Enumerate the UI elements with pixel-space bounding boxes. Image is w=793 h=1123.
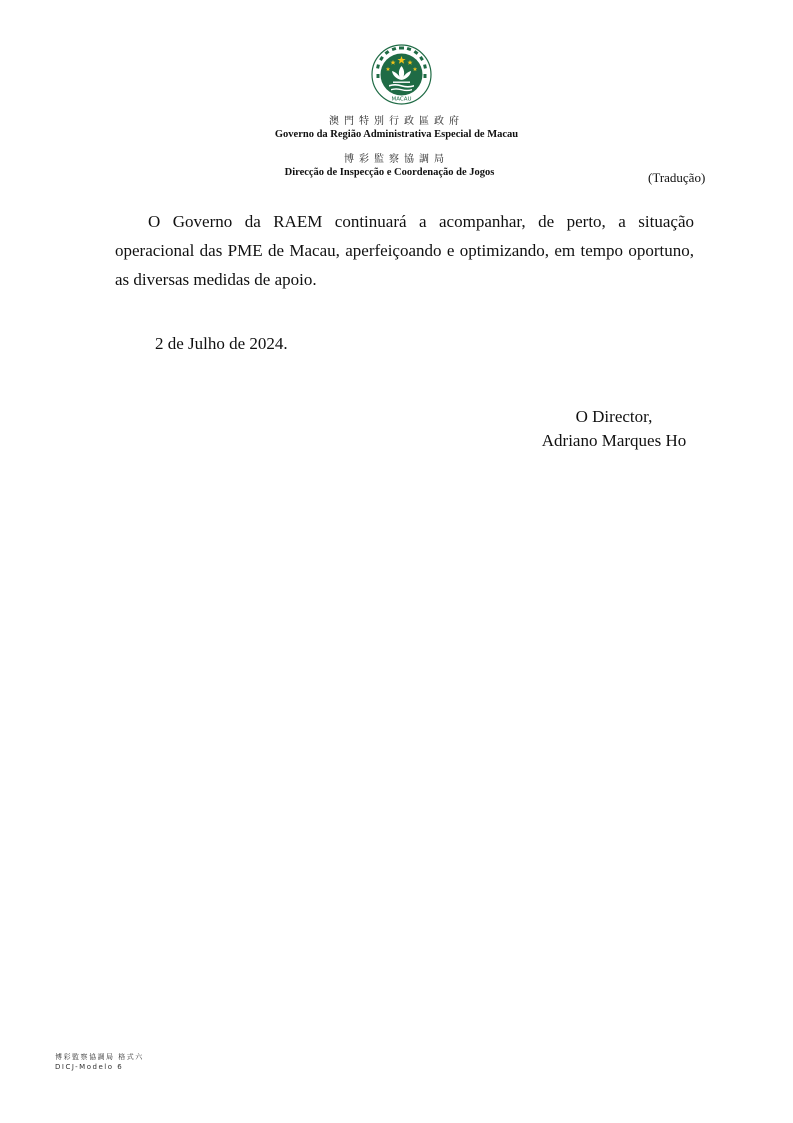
government-name-chinese: 澳門特別行政區政府 xyxy=(329,116,464,127)
macau-emblem-icon xyxy=(371,44,432,105)
signature-block xyxy=(514,405,714,453)
form-footer xyxy=(55,1052,144,1072)
translation-note: (Tradução) xyxy=(648,170,706,185)
document-date: 2 de Julho de 2024. xyxy=(155,334,288,353)
signatory-name: Adriano Marques Ho xyxy=(541,431,687,450)
department-name-chinese: 博彩監察協調局 xyxy=(344,154,449,165)
signatory-title: O Director, xyxy=(575,407,653,426)
footer-form-code: DICJ-Modelo 6 xyxy=(55,1063,124,1071)
footer-form-code-chinese: 博彩監察協調局 格式六 xyxy=(55,1053,144,1061)
body-paragraph: O Governo da RAEM continuará a acompanhar, de perto, a situação operacional das PME de Macau, aperfeiçoando e optimizando, em tempo oportuno, as diversas medidas de apoio. xyxy=(115,212,694,289)
government-name-portuguese: Governo da Região Administrativa Especial de Macau xyxy=(274,129,519,140)
emblem-text: MACAU xyxy=(391,96,412,103)
department-name-portuguese: Direcção de Inspecção e Coordenação de Jogos xyxy=(284,167,495,178)
